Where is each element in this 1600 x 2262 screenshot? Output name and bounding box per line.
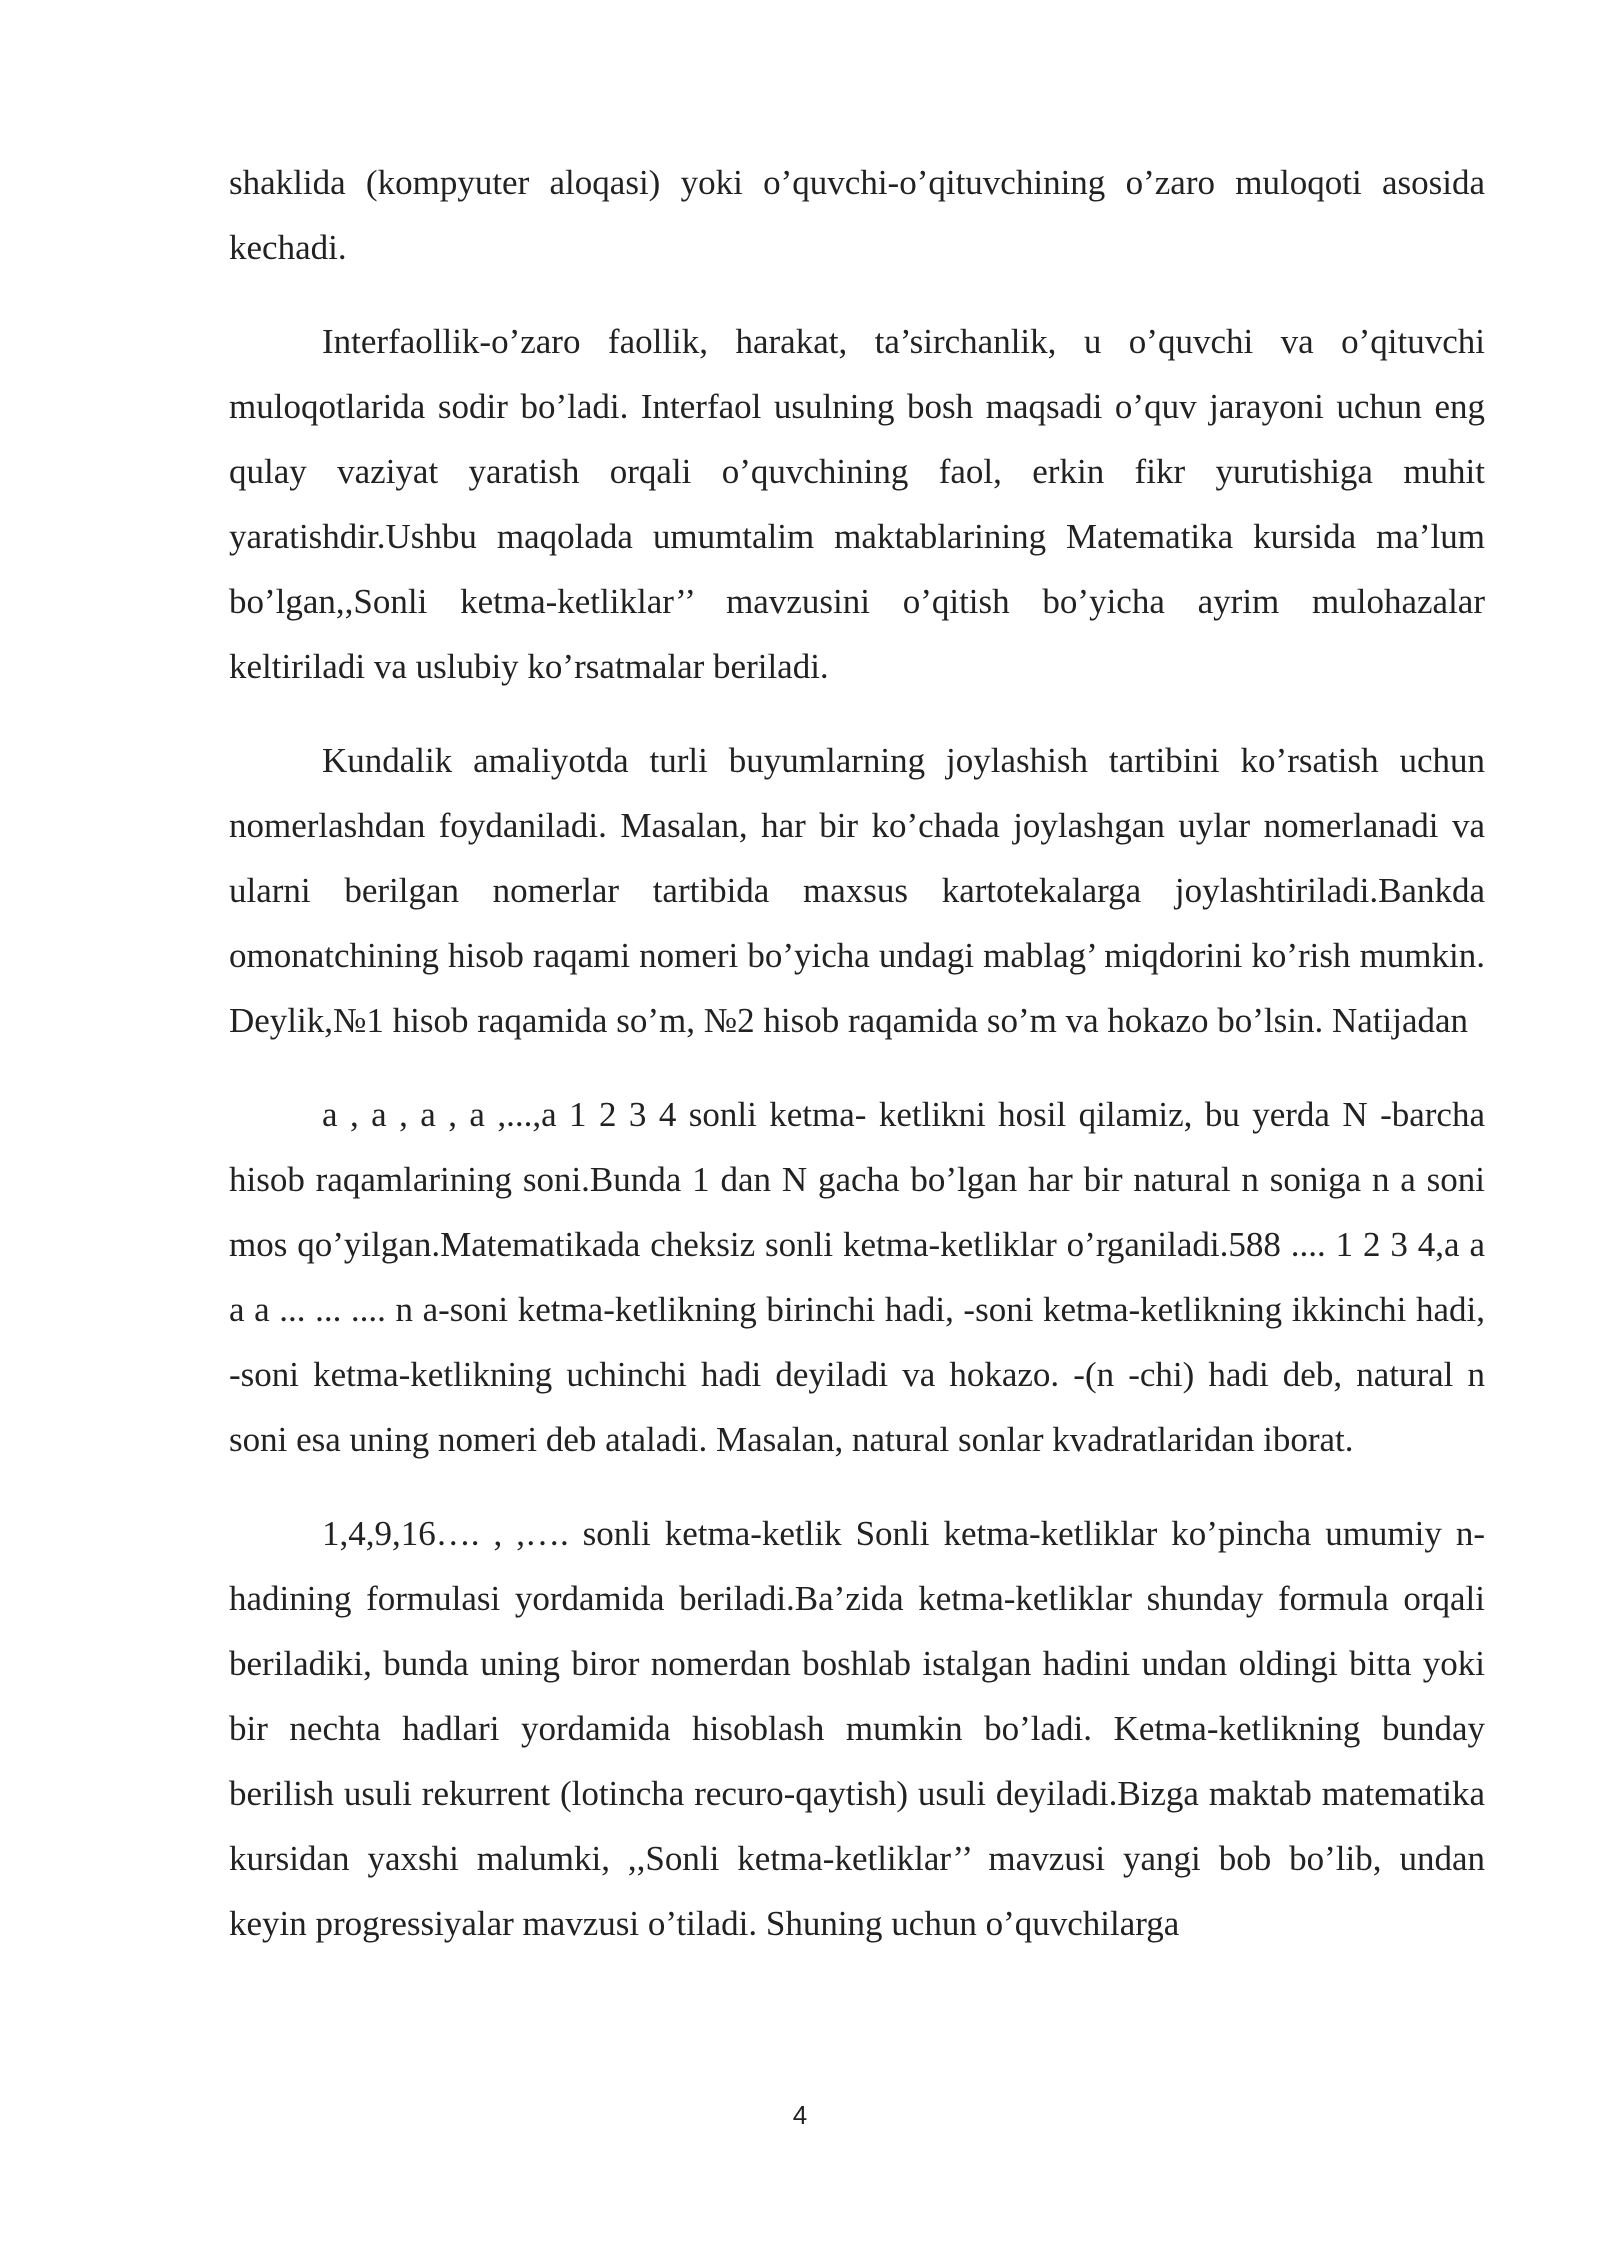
paragraph-interactivity: Interfaollik-o’zaro faollik, harakat, ta’sirchanlik, u o’quvchi va o’qituvchi muloqotlarida sodir bo’ladi. Interfaol usulning bosh maqsadi o’quv jarayoni uchun eng qulay vaziyat yaratish orqali o’quvchining faol, erkin fikr yurutishiga muhit yaratishdir.Ushbu maqolada umumtalim maktablarining Matematika kursida ma’lum bo’lgan,,Sonli ketma-ketliklar’’ mavzusini o’qitish bo’yicha ayrim mulohazalar keltiriladi va uslubiy ko’rsatmalar beriladi. (229, 322, 1485, 686)
page-body (229, 150, 1485, 1985)
paragraph-numbering: Kundalik amaliyotda turli buyumlarning joylashish tartibini ko’rsatish uchun nomerlashdan foydaniladi. Masalan, har bir ko’chada joylashgan uylar nomerlanadi va ularni berilgan nomerlar tartibida maxsus kartotekalarga joylashtiriladi.Bankda omonatchining hisob raqami nomeri bo’yicha undagi mablag’ miqdorini ko’rish mumkin. Deylik,№1 hisob raqamida so’m, №2 hisob raqamida so’m va hokazo bo’lsin. Natijadan (229, 741, 1485, 1040)
page-number: 4 (792, 2100, 808, 2130)
paragraph-recurrent-method: 1,4,9,16…. , ,…. sonli ketma-ketlik Sonli ketma-ketliklar ko’pincha umumiy n-hadining formulasi yordamida beriladi.Ba’zida ketma-ketliklar shunday formula orqali beriladiki, bunda uning biror nomerdan boshlab istalgan hadini undan oldingi bitta yoki bir nechta hadlari yordamida hisoblash mumkin bo’ladi. Ketma-ketlikning bunday berilish usuli rekurrent (lotincha recuro-qaytish) usuli deyiladi.Bizga maktab matematika kursidan yaxshi malumki, ,,Sonli ketma-ketliklar’’ mavzusi yangi bob bo’lib, undan keyin progressiyalar mavzusi o’tiladi. Shuning uchun o’quvchilarga (229, 1514, 1485, 1943)
paragraph-sequence-definition: a , a , a , a ,...,a 1 2 3 4 sonli ketma- ketlikni hosil qilamiz, bu yerda N -barcha hisob raqamlarining soni.Bunda 1 dan N gacha bo’lgan har bir natural n soniga n a soni mos qo’yilgan.Matematikada cheksiz sonli ketma-ketliklar o’rganiladi.588 .... 1 2 3 4,a a a a ... ... .... n a-soni ketma-ketlikning birinchi hadi, -soni ketma-ketlikning ikkinchi hadi, -soni ketma-ketlikning uchinchi hadi deyiladi va hokazo. -(n -chi) hadi deb, natural n soni esa uning nomeri deb ataladi. Masalan, natural sonlar kvadratlaridan iborat. (229, 1095, 1485, 1459)
paragraph-continuation: shaklida (kompyuter aloqasi) yoki o’quvchi-o’qituvchining o’zaro muloqoti asosida kechadi. (229, 163, 1485, 267)
